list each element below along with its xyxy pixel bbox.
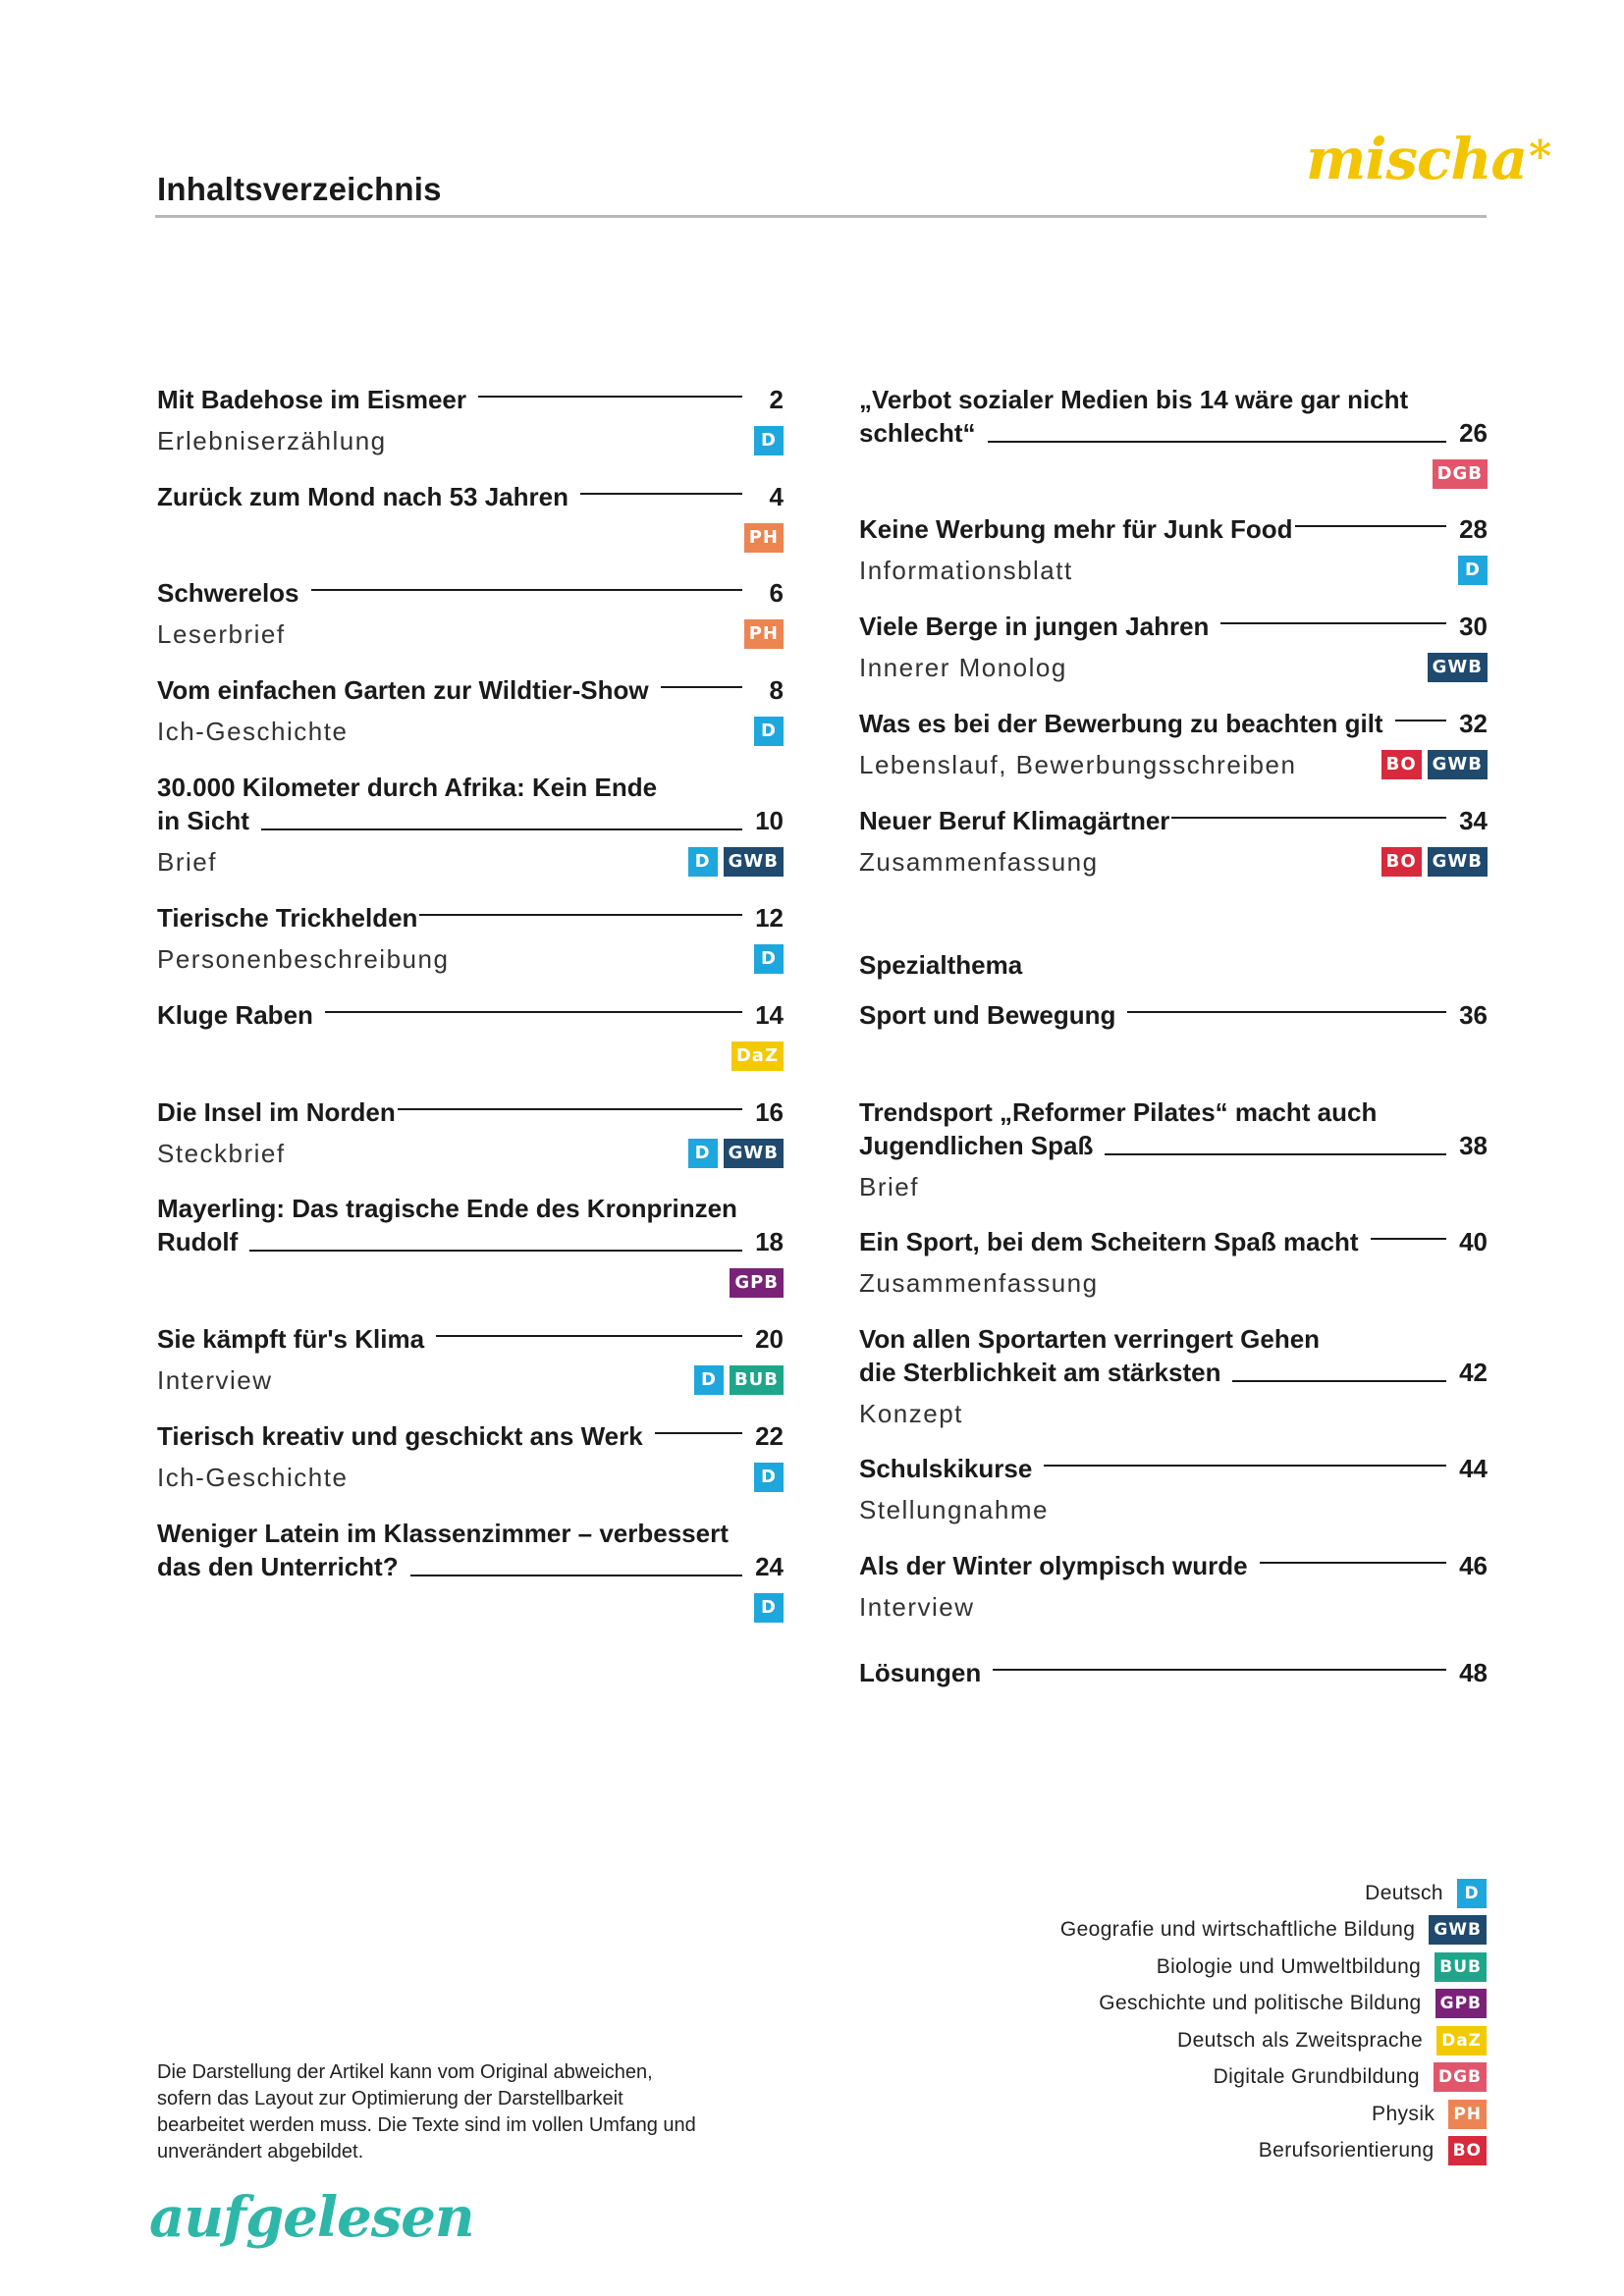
entry-title: Tierische Trickhelden [157, 903, 418, 933]
entry-genre: Ich-Geschichte [157, 716, 349, 746]
subject-badge: GWB [1428, 750, 1488, 779]
leader-line [1220, 622, 1446, 624]
toc-entry[interactable] [157, 998, 784, 1073]
entry-genre: Leserbrief [157, 618, 286, 649]
entry-title: Vom einfachen Garten zur Wildtier-Show [157, 675, 649, 705]
legend-label: Geschichte und politische Bildung [1099, 1992, 1422, 2015]
page-number: 2 [769, 385, 784, 414]
entry-title: Kluge Raben [157, 1000, 313, 1030]
entry-title: Schulskikurse [859, 1454, 1033, 1483]
legend-item [799, 1949, 1487, 1986]
page-number: 24 [755, 1552, 784, 1581]
legend-label: Geografie und wirtschaftliche Bildung [1059, 1918, 1416, 1942]
leader-line [436, 1335, 742, 1337]
subject-badge: D [688, 847, 718, 877]
subject-badge: D [754, 1593, 784, 1623]
entry-title-row [859, 1356, 1488, 1389]
disclaimer-text: Die Darstellung der Artikel kann vom Original abweichen, sofern das Layout zur Optimierung der Darstellbarkeit bearbeitet werden muss. Die Texte sind im vollen Umfang und unverändert abgebildet. [157, 2061, 696, 2163]
subject-tags [731, 1041, 784, 1071]
toc-entry[interactable] [859, 1452, 1488, 1526]
legend-item [799, 1875, 1487, 1912]
page-number: 30 [1459, 612, 1488, 641]
entry-title-line1: Mayerling: Das tragische Ende des Kronprinzen [157, 1194, 737, 1223]
entry-meta-row [157, 1461, 784, 1494]
entry-meta-row [157, 1266, 784, 1300]
toc-entry[interactable] [157, 480, 784, 555]
subject-tags [754, 1593, 784, 1623]
entry-meta-row [859, 457, 1488, 491]
leader-line [1260, 1562, 1446, 1564]
subject-badge: DGB [1433, 459, 1488, 489]
entry-title: in Sicht [157, 806, 249, 835]
toc-entry[interactable] [859, 610, 1488, 684]
page-number: 34 [1459, 806, 1488, 835]
entry-meta-row [157, 1363, 784, 1397]
leader-line [410, 1575, 742, 1576]
entry-meta-row [157, 617, 784, 651]
subject-tags [694, 1365, 784, 1395]
entry-title: Sie kämpft für's Klima [157, 1324, 425, 1354]
legend-label: Deutsch als Zweitsprache [1177, 2028, 1424, 2052]
leader-line [249, 1250, 742, 1252]
subject-badge: PH [744, 619, 784, 649]
entry-meta-row [859, 1493, 1488, 1526]
leader-line [1105, 1153, 1446, 1155]
entry-meta-row [859, 1266, 1488, 1300]
entry-meta-row [859, 845, 1488, 879]
toc-entry[interactable] [157, 576, 784, 651]
page-number: 16 [755, 1097, 784, 1127]
toc-entry[interactable] [859, 1549, 1488, 1624]
entry-meta-row [859, 748, 1488, 781]
subject-tags [744, 619, 784, 649]
legend-item [799, 2059, 1487, 2097]
toc-entry[interactable] [157, 673, 784, 748]
page-number: 46 [1459, 1551, 1488, 1580]
toc-entry[interactable] [157, 383, 784, 457]
subject-badge: DaZ [731, 1041, 784, 1071]
entry-title-row [157, 1095, 784, 1129]
subject-badge: D [688, 1139, 718, 1168]
page-number: 22 [755, 1421, 784, 1451]
star-icon: * [1529, 132, 1551, 182]
subject-tags [754, 426, 784, 455]
subject-tags [730, 1268, 784, 1298]
leader-line [419, 914, 742, 916]
entry-title: das den Unterricht? [157, 1552, 399, 1581]
leader-line [580, 493, 742, 495]
entry-title-row [157, 383, 784, 416]
legend-label: Biologie und Umweltbildung [1156, 1954, 1422, 1978]
subject-tags [1428, 653, 1488, 682]
legend-badge: DGB [1434, 2062, 1487, 2092]
leader-line [993, 1669, 1446, 1671]
entry-title: die Sterblichkeit am stärksten [859, 1358, 1221, 1387]
entry-title-row [859, 804, 1488, 837]
subject-tags [754, 1463, 784, 1492]
legend-label: Deutsch [1365, 1881, 1443, 1904]
page-number: 44 [1459, 1454, 1488, 1483]
entry-genre: Zusammenfassung [859, 1267, 1099, 1298]
subject-badge: BUB [730, 1365, 784, 1395]
entry-title: Als der Winter olympisch wurde [859, 1551, 1248, 1580]
page-number: 36 [1459, 1000, 1488, 1030]
page-title: Inhaltsverzeichnis [157, 171, 442, 207]
legend-badge: D [1457, 1879, 1487, 1908]
leader-line [988, 441, 1447, 443]
entry-title: Mit Badehose im Eismeer [157, 385, 466, 414]
entry-genre: Stellungnahme [859, 1494, 1049, 1524]
subject-badge: GWB [1428, 847, 1488, 877]
entry-title: schlecht“ [859, 418, 976, 448]
subject-badge: BO [1381, 847, 1422, 877]
entry-title-line1: „Verbot sozialer Medien bis 14 wäre gar nicht [859, 385, 1409, 414]
entry-title: Keine Werbung mehr für Junk Food [859, 514, 1293, 544]
leader-line [1395, 720, 1446, 721]
entry-title: Zurück zum Mond nach 53 Jahren [157, 482, 568, 511]
legend-badge: GWB [1429, 1915, 1487, 1945]
subject-tags [688, 1139, 784, 1168]
legend-badge: BUB [1435, 1952, 1487, 1982]
leader-line [1044, 1465, 1446, 1467]
legend-badge: GPB [1435, 1989, 1487, 2018]
subject-badge: D [694, 1365, 724, 1395]
page-number: 48 [1459, 1658, 1488, 1687]
subject-badge: GWB [724, 1139, 784, 1168]
legend-badge: PH [1448, 2100, 1487, 2129]
entry-title-row [859, 1656, 1488, 1689]
leader-line [1127, 1011, 1446, 1013]
page-number: 38 [1459, 1131, 1488, 1160]
subject-badge: D [1458, 556, 1488, 585]
toc-entry[interactable] [859, 998, 1488, 1032]
entry-meta-row [157, 715, 784, 748]
entry-title: Tierisch kreativ und geschickt ans Werk [157, 1421, 643, 1451]
page-number: 40 [1459, 1227, 1488, 1256]
legend-item [799, 2096, 1487, 2133]
subject-badge: GPB [730, 1268, 784, 1298]
entry-title-row [859, 1549, 1488, 1582]
entry-meta-row [157, 1591, 784, 1625]
entry-title-line1: 30.000 Kilometer durch Afrika: Kein Ende [157, 773, 658, 802]
entry-genre: Ich-Geschichte [157, 1462, 349, 1492]
entry-genre: Brief [859, 1171, 919, 1201]
subject-badge: D [754, 1463, 784, 1492]
entry-title-line1: Von allen Sportarten verringert Gehen [859, 1324, 1321, 1354]
entry-title-row [859, 416, 1488, 450]
leader-line [311, 589, 742, 591]
toc-entry[interactable] [157, 1419, 784, 1494]
subject-badge: GWB [1428, 653, 1488, 682]
subject-tags [1381, 750, 1488, 779]
entry-genre: Zusammenfassung [859, 846, 1099, 877]
toc-entry[interactable] [859, 804, 1488, 879]
mischa-logo [1306, 126, 1550, 192]
header-divider [155, 215, 1487, 218]
leader-line [478, 396, 742, 398]
toc-entry[interactable] [157, 1517, 784, 1625]
entry-title-row [157, 804, 784, 837]
page-number: 28 [1459, 514, 1488, 544]
page-number: 32 [1459, 709, 1488, 738]
toc-entry[interactable] [859, 1095, 1488, 1203]
entry-genre: Brief [157, 846, 217, 877]
subject-tags [1433, 459, 1488, 489]
leader-line [661, 686, 742, 688]
leader-line [1171, 817, 1446, 819]
entry-meta-row [157, 424, 784, 457]
entry-meta-row [157, 521, 784, 555]
entry-title: Rudolf [157, 1227, 239, 1256]
entry-title-row [157, 576, 784, 610]
page-number: 12 [755, 903, 784, 933]
logo-text: mischa [1306, 126, 1528, 192]
entry-title-row [859, 610, 1488, 643]
legend-item [799, 1912, 1487, 1949]
entry-meta-row [859, 1590, 1488, 1624]
entry-title-row [157, 901, 784, 934]
entry-genre: Lebenslauf, Bewerbungsschreiben [859, 749, 1297, 779]
legend-label: Digitale Grundbildung [1213, 2065, 1420, 2089]
leader-line [261, 828, 742, 830]
subject-badge: PH [744, 523, 784, 553]
toc-entry[interactable] [859, 1225, 1488, 1300]
leader-line [1295, 525, 1446, 527]
leader-line [1371, 1238, 1446, 1240]
subject-legend [799, 1875, 1487, 2169]
toc-entry[interactable] [157, 771, 784, 879]
legend-item [799, 2022, 1487, 2059]
page-number: 42 [1459, 1358, 1488, 1387]
entry-title: Viele Berge in jungen Jahren [859, 612, 1210, 641]
page-number: 14 [755, 1000, 784, 1030]
entry-genre: Interview [157, 1364, 273, 1395]
page-number: 6 [769, 578, 784, 608]
subject-tags [754, 944, 784, 974]
entry-title: Ein Sport, bei dem Scheitern Spaß macht [859, 1227, 1359, 1256]
subject-badge: GWB [724, 847, 784, 877]
entry-title-row [859, 1452, 1488, 1485]
legend-badge: DaZ [1436, 2026, 1487, 2056]
toc-entry[interactable] [157, 1322, 784, 1397]
entry-meta-row [859, 554, 1488, 587]
subject-tags [744, 523, 784, 553]
entry-meta-row [859, 651, 1488, 684]
entry-title: Schwerelos [157, 578, 299, 608]
entry-title: Was es bei der Bewerbung zu beachten gilt [859, 709, 1383, 738]
toc-entry[interactable] [859, 512, 1488, 587]
toc-entry[interactable] [157, 1095, 784, 1170]
subject-tags [1381, 847, 1488, 877]
entry-meta-row [157, 845, 784, 879]
entry-title-line1: Weniger Latein im Klassenzimmer – verbessert [157, 1519, 729, 1548]
entry-title-row [157, 1419, 784, 1453]
entry-title-row [157, 673, 784, 707]
entry-title-row [157, 1550, 784, 1583]
legend-item [799, 1986, 1487, 2023]
entry-title-row [157, 1322, 784, 1356]
subject-badge: D [754, 717, 784, 746]
subject-tags [1458, 556, 1488, 585]
entry-genre: Innerer Monolog [859, 652, 1067, 682]
entry-meta-row [859, 1397, 1488, 1430]
entry-genre: Erlebniserzählung [157, 425, 387, 455]
legend-badge: BO [1448, 2136, 1487, 2165]
legend-label: Berufsorientierung [1258, 2139, 1435, 2163]
entry-genre: Konzept [859, 1398, 963, 1428]
entry-title-row [157, 998, 784, 1032]
entry-title-row [859, 1225, 1488, 1258]
entry-genre: Steckbrief [157, 1138, 286, 1168]
entry-title-row [859, 707, 1488, 740]
toc-entry[interactable] [859, 1656, 1488, 1689]
subject-badge: D [754, 426, 784, 455]
page-number: 10 [755, 806, 784, 835]
subject-badge: BO [1381, 750, 1422, 779]
subject-badge: D [754, 944, 784, 974]
entry-genre: Interview [859, 1591, 975, 1622]
entry-meta-row [157, 1137, 784, 1170]
toc-entry[interactable] [859, 1322, 1488, 1430]
toc-entry[interactable] [157, 901, 784, 976]
subject-tags [688, 847, 784, 877]
toc-entry[interactable] [859, 707, 1488, 781]
entry-meta-row [157, 1040, 784, 1073]
page-number: 4 [769, 482, 784, 511]
page-number: 8 [769, 675, 784, 705]
leader-line [325, 1011, 742, 1013]
entry-title-row [157, 1225, 784, 1258]
entry-genre: Informationsblatt [859, 555, 1073, 585]
entry-title-row [859, 512, 1488, 546]
entry-title: Sport und Bewegung [859, 1000, 1116, 1030]
legend-label: Physik [1372, 2102, 1435, 2125]
entry-title-row [859, 998, 1488, 1032]
entry-title-row [859, 1129, 1488, 1162]
subject-tags [754, 717, 784, 746]
leader-line [398, 1108, 742, 1110]
page-number: 18 [755, 1227, 784, 1256]
toc-entry[interactable] [157, 1192, 784, 1300]
section-heading: Spezialthema [859, 950, 1023, 980]
entry-title-line1: Trendsport „Reformer Pilates“ macht auch [859, 1097, 1378, 1127]
entry-title: Neuer Beruf Klimagärtner [859, 806, 1170, 835]
page-number: 20 [755, 1324, 784, 1354]
page-number: 26 [1459, 418, 1488, 448]
legend-item [799, 2133, 1487, 2170]
entry-title: Die Insel im Norden [157, 1097, 396, 1127]
toc-entry[interactable] [859, 383, 1488, 491]
entry-genre: Personenbeschreibung [157, 943, 450, 974]
entry-meta-row [157, 942, 784, 976]
entry-title-row [157, 480, 784, 513]
entry-title: Lösungen [859, 1658, 982, 1687]
entry-meta-row [859, 1170, 1488, 1203]
aufgelesen-logo: aufgelesen [149, 2185, 474, 2250]
leader-line [655, 1432, 742, 1434]
entry-title: Jugendlichen Spaß [859, 1131, 1094, 1160]
leader-line [1232, 1380, 1446, 1382]
